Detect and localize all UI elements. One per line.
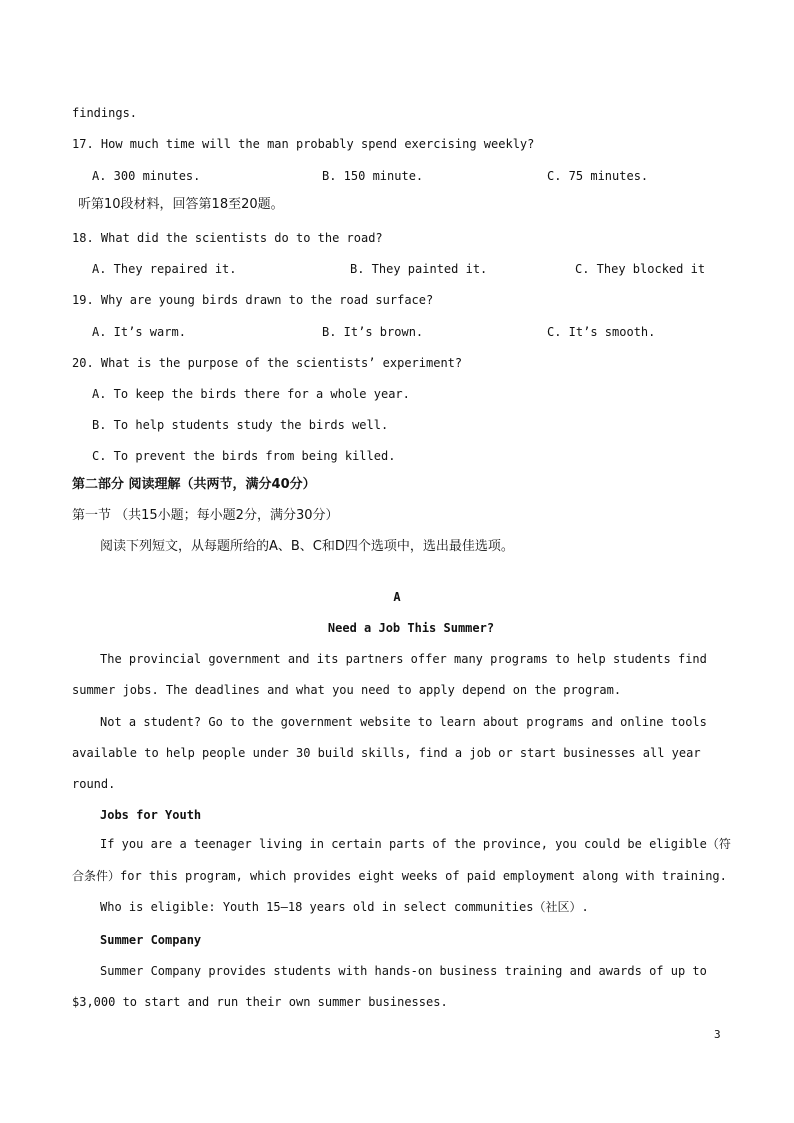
option-20a: A. To keep the birds there for a whole year.	[92, 387, 410, 401]
part-heading: 第二部分 阅读理解（共两节，满分40分）	[72, 477, 316, 492]
option-19a: A. It’s warm.	[92, 325, 186, 339]
paragraph-line: Not a student? Go to the government website to learn about programs and online tools	[100, 715, 707, 729]
paragraph-line: available to help people under 30 build skills, find a job or start businesses all year	[72, 746, 701, 760]
option-17a: A. 300 minutes.	[92, 169, 201, 183]
paragraph-line: The provincial government and its partners offer many programs to help students find	[100, 652, 707, 666]
paragraph-line: Who is eligible: Youth 15—18 years old in select communities（社区）.	[100, 900, 589, 914]
reading-instruction: 阅读下列短文，从每题所给的A、B、C和D四个选项中，选出最佳选项。	[100, 539, 514, 554]
paragraph-line: Summer Company provides students with hands-on business training and awards of up to	[100, 964, 707, 978]
option-19c: C. It’s smooth.	[547, 325, 656, 339]
question-18: 18. What did the scientists do to the road?	[72, 231, 383, 245]
section-heading: 第一节 （共15小题；每小题2分，满分30分）	[72, 508, 339, 523]
question-19: 19. Why are young birds drawn to the road surface?	[72, 293, 434, 307]
option-17c: C. 75 minutes.	[547, 169, 649, 183]
paragraph-line: If you are a teenager living in certain parts of the province, you could be eligible（符	[100, 837, 731, 851]
paragraph-line: $3,000 to start and run their own summer businesses.	[72, 995, 448, 1009]
subheading-jobs-for-youth: Jobs for Youth	[100, 808, 202, 822]
option-20b: B. To help students study the birds well.	[92, 418, 389, 432]
paragraph-line: summer jobs. The deadlines and what you need to apply depend on the program.	[72, 683, 622, 697]
option-18a: A. They repaired it.	[92, 262, 237, 276]
option-19b: B. It’s brown.	[322, 325, 424, 339]
listening-instruction: 听第10段材料，回答第18至20题。	[78, 197, 284, 212]
paragraph-line: round.	[72, 777, 116, 791]
option-18b: B. They painted it.	[350, 262, 488, 276]
page-number: 3	[714, 1028, 721, 1041]
option-18c: C. They blocked it	[575, 262, 706, 276]
option-17b: B. 150 minute.	[322, 169, 424, 183]
passage-letter: A	[393, 590, 401, 604]
option-20c: C. To prevent the birds from being killed.	[92, 449, 396, 463]
paragraph-line: 合条件）for this program, which provides eight weeks of paid employment along with training.	[72, 869, 727, 883]
text-line: findings.	[72, 106, 138, 120]
question-20: 20. What is the purpose of the scientists’ experiment?	[72, 356, 463, 370]
passage-title: Need a Job This Summer?	[327, 621, 495, 635]
subheading-summer-company: Summer Company	[100, 933, 202, 947]
question-17: 17. How much time will the man probably spend exercising weekly?	[72, 137, 535, 151]
